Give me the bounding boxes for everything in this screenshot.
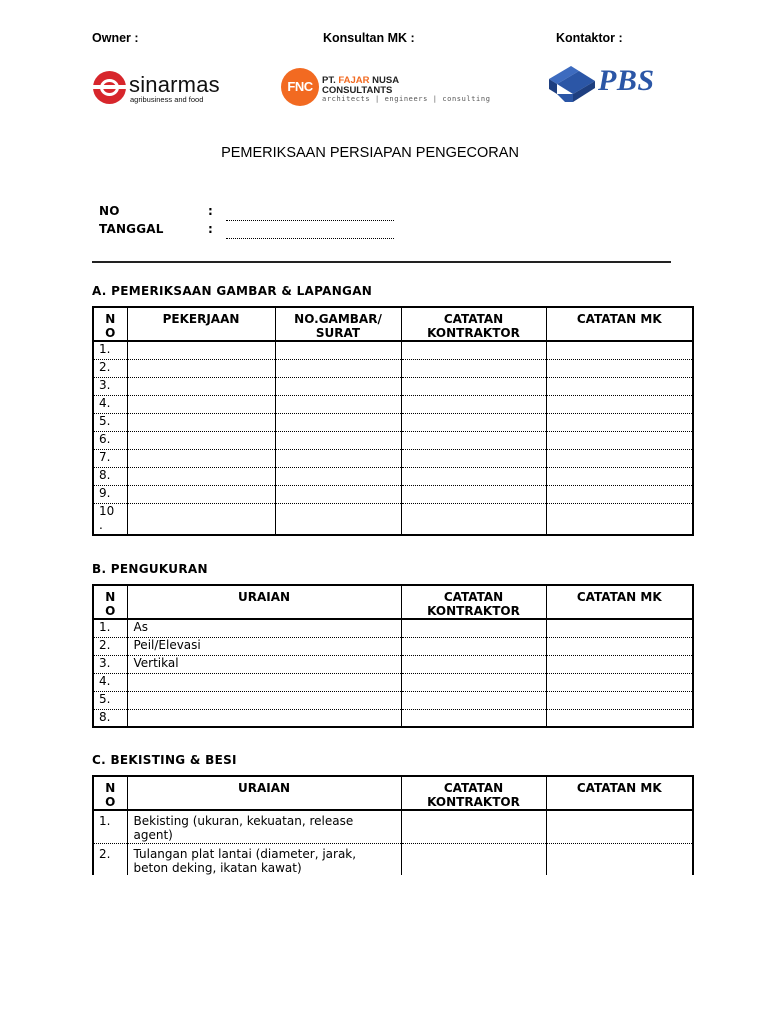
catatan-kontraktor-cell[interactable] — [401, 637, 546, 655]
table-row — [93, 341, 693, 359]
document-title: PEMERIKSAAN PERSIAPAN PENGECORAN — [221, 145, 519, 161]
catatan-kontraktor-cell[interactable] — [401, 691, 546, 709]
row-number: 8. — [93, 709, 127, 727]
table-row — [93, 431, 693, 449]
catatan-kontraktor-cell[interactable] — [401, 709, 546, 727]
catatan-kontraktor-cell[interactable] — [401, 467, 546, 485]
no-gambar-cell[interactable] — [275, 413, 401, 431]
table-row — [93, 619, 693, 637]
table-row — [93, 709, 693, 727]
catatan-kontraktor-cell[interactable] — [401, 619, 546, 637]
col-header-uraian: URAIAN — [127, 776, 401, 810]
uraian-cell[interactable] — [127, 691, 401, 709]
no-field-label: NO — [99, 204, 120, 218]
catatan-kontraktor-cell[interactable] — [401, 377, 546, 395]
fnc-tagline: architects | engineers | consulting — [322, 95, 491, 103]
fnc-company-type: CONSULTANTS — [322, 85, 393, 96]
col-header-no: N O — [93, 585, 127, 619]
catatan-mk-cell[interactable] — [546, 810, 693, 843]
catatan-mk-cell[interactable] — [546, 359, 693, 377]
catatan-mk-cell[interactable] — [546, 431, 693, 449]
tanggal-field-input[interactable] — [226, 238, 394, 239]
row-number: 6. — [93, 431, 127, 449]
no-gambar-cell[interactable] — [275, 449, 401, 467]
row-number: 1. — [93, 341, 127, 359]
row-number: 3. — [93, 377, 127, 395]
row-number: 10 . — [93, 503, 127, 535]
catatan-kontraktor-cell[interactable] — [401, 485, 546, 503]
uraian-cell[interactable]: Tulangan plat lantai (diameter, jarak, beton deking, ikatan kawat) — [127, 843, 401, 875]
table-row — [93, 395, 693, 413]
catatan-kontraktor-cell[interactable] — [401, 413, 546, 431]
col-header-catatan-kontraktor: CATATAN KONTRAKTOR — [401, 307, 546, 341]
row-number: 2. — [93, 359, 127, 377]
uraian-cell[interactable] — [127, 709, 401, 727]
fnc-emblem-icon: FNC — [281, 68, 319, 106]
no-gambar-cell[interactable] — [275, 395, 401, 413]
catatan-mk-cell[interactable] — [546, 503, 693, 535]
section-a-table — [92, 306, 694, 536]
pekerjaan-cell[interactable] — [127, 503, 275, 535]
catatan-kontraktor-cell[interactable] — [401, 843, 546, 875]
uraian-cell[interactable] — [127, 673, 401, 691]
row-number: 4. — [93, 395, 127, 413]
tanggal-field-colon: : — [208, 222, 213, 236]
tanggal-field-label: TANGGAL — [99, 222, 164, 236]
table-row — [93, 449, 693, 467]
catatan-mk-cell[interactable] — [546, 341, 693, 359]
no-gambar-cell[interactable] — [275, 377, 401, 395]
catatan-mk-cell[interactable] — [546, 709, 693, 727]
sinarmas-tagline: agribusiness and food — [130, 95, 204, 104]
catatan-kontraktor-cell[interactable] — [401, 359, 546, 377]
row-number: 3. — [93, 655, 127, 673]
col-header-catatan-kontraktor: CATATAN KONTRAKTOR — [401, 585, 546, 619]
pekerjaan-cell[interactable] — [127, 413, 275, 431]
catatan-mk-cell[interactable] — [546, 413, 693, 431]
uraian-cell[interactable]: Vertikal — [127, 655, 401, 673]
no-gambar-cell[interactable] — [275, 359, 401, 377]
no-gambar-cell[interactable] — [275, 341, 401, 359]
no-gambar-cell[interactable] — [275, 485, 401, 503]
col-header-catatan-kontraktor: CATATAN KONTRAKTOR — [401, 776, 546, 810]
table-row — [93, 377, 693, 395]
catatan-mk-cell[interactable] — [546, 637, 693, 655]
sinarmas-wordmark: sinarmas — [129, 72, 220, 97]
no-gambar-cell[interactable] — [275, 467, 401, 485]
row-number: 5. — [93, 413, 127, 431]
no-field-input[interactable] — [226, 220, 394, 221]
sinarmas-emblem-icon — [93, 71, 126, 104]
table-row — [93, 810, 693, 843]
fnc-company-name: PT. FAJAR NUSA — [322, 75, 400, 86]
section-a-title: A. PEMERIKSAAN GAMBAR & LAPANGAN — [92, 284, 373, 298]
col-header-uraian: URAIAN — [127, 585, 401, 619]
col-header-catatan-mk: CATATAN MK — [546, 307, 693, 341]
col-header-no: N O — [93, 776, 127, 810]
no-gambar-cell[interactable] — [275, 503, 401, 535]
catatan-mk-cell[interactable] — [546, 449, 693, 467]
pekerjaan-cell[interactable] — [127, 395, 275, 413]
catatan-mk-cell[interactable] — [546, 395, 693, 413]
table-row — [93, 691, 693, 709]
table-row — [93, 413, 693, 431]
no-field-colon: : — [208, 204, 213, 218]
catatan-mk-cell[interactable] — [546, 467, 693, 485]
row-number: 4. — [93, 673, 127, 691]
pekerjaan-cell[interactable] — [127, 359, 275, 377]
no-gambar-cell[interactable] — [275, 431, 401, 449]
table-row — [93, 503, 693, 535]
section-b-title: B. PENGUKURAN — [92, 562, 208, 576]
catatan-kontraktor-cell[interactable] — [401, 503, 546, 535]
header-divider — [92, 261, 671, 263]
catatan-kontraktor-cell[interactable] — [401, 449, 546, 467]
uraian-cell[interactable]: As — [127, 619, 401, 637]
catatan-mk-cell[interactable] — [546, 673, 693, 691]
pekerjaan-cell[interactable] — [127, 449, 275, 467]
pekerjaan-cell[interactable] — [127, 341, 275, 359]
row-number: 2. — [93, 637, 127, 655]
table-row — [93, 485, 693, 503]
uraian-cell[interactable]: Bekisting (ukuran, kekuatan, release agent) — [127, 810, 401, 843]
table-row — [93, 637, 693, 655]
catatan-kontraktor-cell[interactable] — [401, 673, 546, 691]
owner-label: Owner : — [92, 31, 139, 45]
catatan-kontraktor-cell[interactable] — [401, 655, 546, 673]
row-number: 1. — [93, 619, 127, 637]
pekerjaan-cell[interactable] — [127, 467, 275, 485]
section-c-title: C. BEKISTING & BESI — [92, 753, 237, 767]
table-row — [93, 655, 693, 673]
row-number: 8. — [93, 467, 127, 485]
pbs-wordmark: PBS — [598, 64, 655, 97]
catatan-kontraktor-cell[interactable] — [401, 431, 546, 449]
kontaktor-label: Kontaktor : — [556, 31, 623, 45]
col-header-no: N O — [93, 307, 127, 341]
pekerjaan-cell[interactable] — [127, 431, 275, 449]
col-header-catatan-mk: CATATAN MK — [546, 585, 693, 619]
catatan-mk-cell[interactable] — [546, 655, 693, 673]
catatan-kontraktor-cell[interactable] — [401, 341, 546, 359]
col-header-catatan-mk: CATATAN MK — [546, 776, 693, 810]
table-row — [93, 467, 693, 485]
catatan-mk-cell[interactable] — [546, 843, 693, 875]
pbs-cube-icon — [549, 64, 597, 104]
section-b-table — [92, 584, 694, 728]
table-row — [93, 673, 693, 691]
section-c-table — [92, 775, 694, 875]
table-row — [93, 359, 693, 377]
pekerjaan-cell[interactable] — [127, 485, 275, 503]
pekerjaan-cell[interactable] — [127, 377, 275, 395]
row-number: 5. — [93, 691, 127, 709]
catatan-mk-cell[interactable] — [546, 691, 693, 709]
catatan-mk-cell[interactable] — [546, 377, 693, 395]
uraian-cell[interactable]: Peil/Elevasi — [127, 637, 401, 655]
row-number: 7. — [93, 449, 127, 467]
row-number: 2. — [93, 843, 127, 875]
konsultan-mk-label: Konsultan MK : — [323, 31, 415, 45]
col-header-pekerjaan: PEKERJAAN — [127, 307, 275, 341]
row-number: 1. — [93, 810, 127, 843]
catatan-kontraktor-cell[interactable] — [401, 810, 546, 843]
col-header-no-gambar: NO.GAMBAR/ SURAT — [275, 307, 401, 341]
catatan-kontraktor-cell[interactable] — [401, 395, 546, 413]
row-number: 9. — [93, 485, 127, 503]
catatan-mk-cell[interactable] — [546, 485, 693, 503]
table-row — [93, 843, 693, 875]
catatan-mk-cell[interactable] — [546, 619, 693, 637]
